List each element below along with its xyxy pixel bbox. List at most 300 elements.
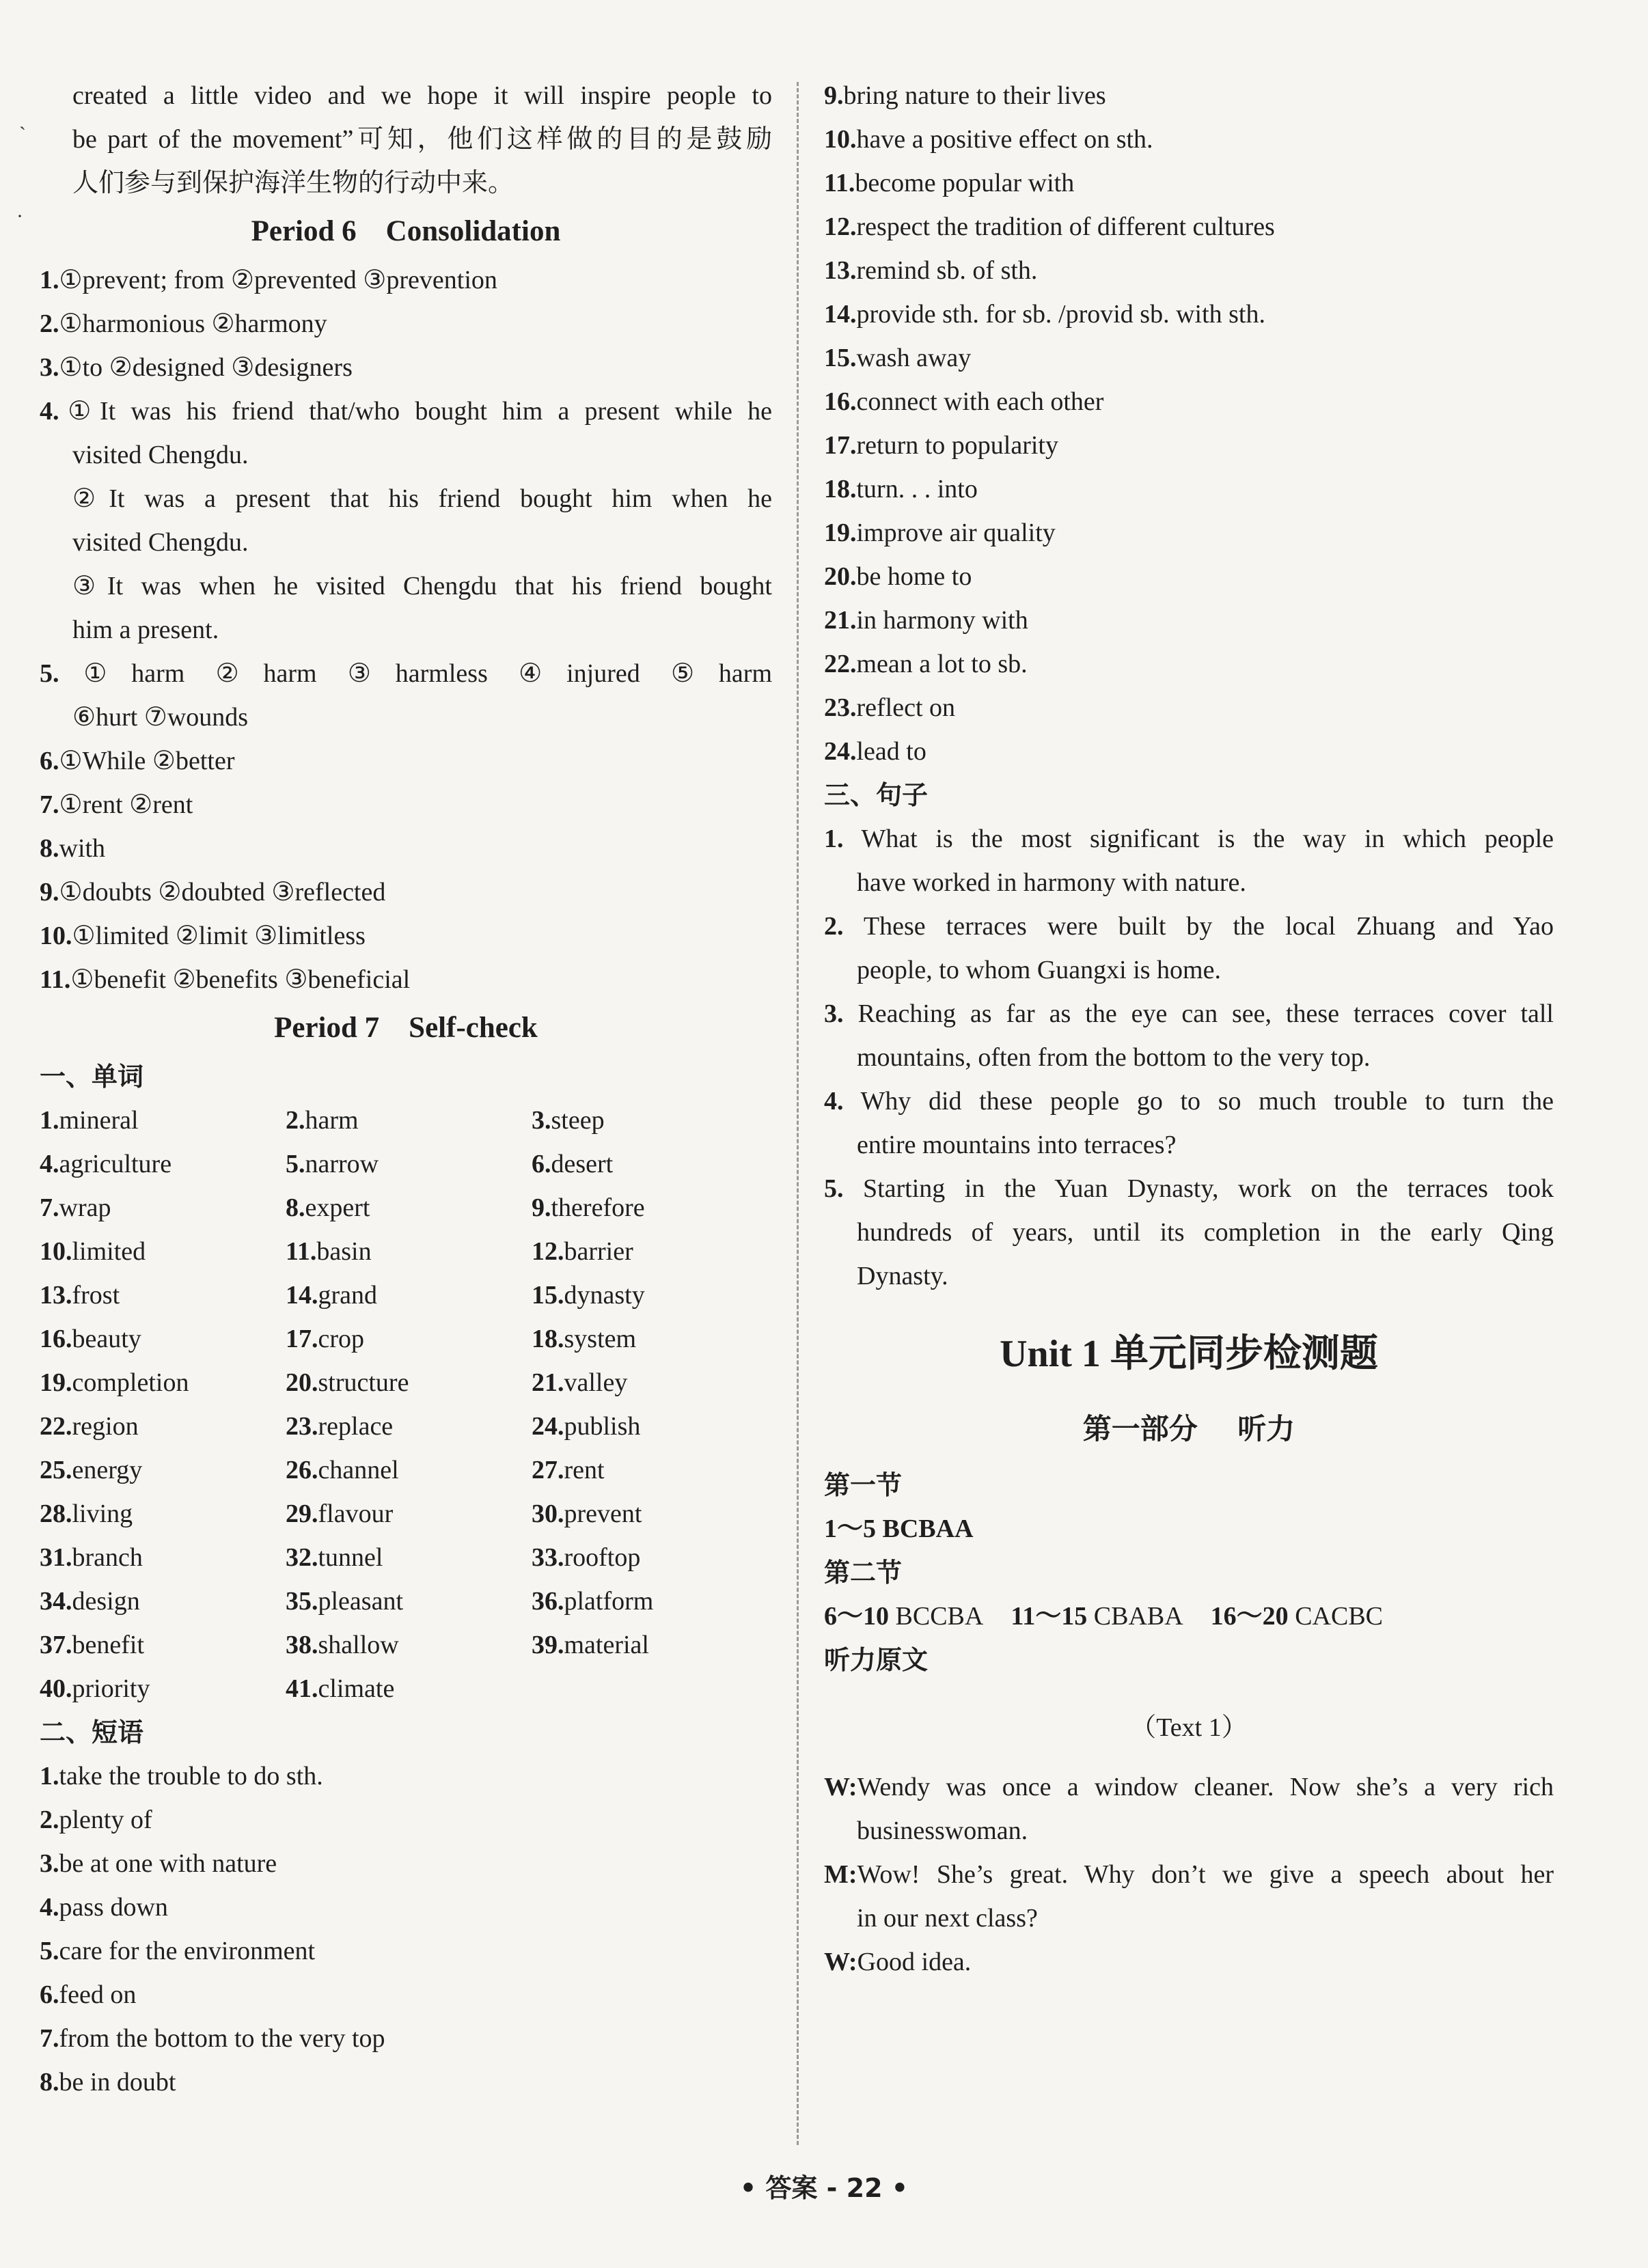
item-number: 1.	[40, 1106, 59, 1135]
intro-line: 人们参与到保护海洋生物的行动中来。	[72, 169, 514, 197]
item-number: 4.	[40, 1150, 59, 1178]
word-item	[40, 1098, 286, 1142]
answer-line	[40, 870, 772, 914]
item-text: priority	[72, 1674, 150, 1703]
answer-line	[40, 477, 772, 521]
item-number: 3.	[40, 353, 59, 382]
item-number: 39.	[532, 1631, 564, 1659]
item-text: provide sth. for sb. /provid sb. with sth.	[856, 300, 1265, 329]
item-text: system	[564, 1325, 637, 1353]
text-label: （Text 1）	[1130, 1713, 1248, 1742]
word-item	[286, 1623, 532, 1667]
item-text: grand	[318, 1281, 378, 1310]
item-text: ②It was a present that his friend bought him when he	[72, 484, 772, 513]
item-number: 35.	[286, 1587, 318, 1616]
answer-line	[40, 564, 772, 608]
item-text: Why did these people go to so much trouble to turn the	[843, 1087, 1554, 1116]
item-text: respect the tradition of different cultures	[856, 212, 1275, 241]
item-text: design	[72, 1587, 140, 1616]
item-text: agriculture	[59, 1150, 172, 1178]
item-number: 5.	[40, 659, 59, 688]
item-text: feed on	[59, 1980, 137, 2009]
period6-title: Period 6 Consolidation	[251, 215, 561, 247]
item-number: 16.	[824, 387, 857, 416]
word-item	[286, 1361, 532, 1405]
item-number: 4.	[40, 397, 59, 426]
item-text: care for the environment	[59, 1937, 316, 1965]
item-number: 10.	[824, 125, 857, 154]
word-item	[40, 1492, 286, 1536]
answer-range: 11～15	[1011, 1602, 1094, 1631]
item-text: him a present.	[72, 616, 219, 644]
item-number: 34.	[40, 1587, 72, 1616]
sentence-line	[824, 1079, 1554, 1123]
phrase-item	[824, 730, 1554, 773]
answer-line	[40, 958, 772, 1001]
word-item	[40, 1361, 286, 1405]
sentence-line	[824, 904, 1554, 948]
answer-letters: BCCBA	[895, 1602, 984, 1631]
item-text: crop	[318, 1325, 365, 1353]
item-number: 5.	[286, 1150, 305, 1178]
item-number: 32.	[286, 1543, 318, 1572]
item-number: 4.	[824, 1087, 844, 1116]
item-text: living	[72, 1499, 133, 1528]
item-number: 24.	[824, 737, 857, 766]
item-text: steep	[551, 1106, 605, 1135]
item-number: 1.	[40, 266, 59, 294]
item-text: ①harm ②harm ③harmless ④injured ⑤harm	[59, 659, 772, 688]
item-number: 12.	[532, 1237, 564, 1266]
dialog-text: Good idea.	[857, 1948, 972, 1976]
word-item	[286, 1667, 532, 1711]
item-number: 9.	[824, 81, 844, 110]
phrase-item	[40, 1754, 772, 1798]
phrase-item	[824, 467, 1554, 511]
item-number: 10.	[40, 922, 72, 950]
item-text: desert	[551, 1150, 614, 1178]
item-text: region	[72, 1412, 139, 1441]
item-number: 41.	[286, 1674, 318, 1703]
margin-mark: `	[19, 123, 26, 146]
item-number: 8.	[286, 1193, 305, 1222]
phrase-item	[824, 292, 1554, 336]
item-text: rent	[564, 1456, 605, 1484]
item-text: Dynasty.	[857, 1262, 948, 1290]
item-number: 19.	[40, 1368, 72, 1397]
sentence-line	[824, 992, 1554, 1036]
item-number: 3.	[40, 1849, 59, 1878]
item-text: platform	[564, 1587, 654, 1616]
word-item	[532, 1448, 772, 1492]
word-item	[40, 1317, 286, 1361]
answer-line	[40, 914, 772, 958]
sentences-heading: 三、句子	[824, 780, 929, 810]
item-text: connect with each other	[856, 387, 1104, 416]
item-text: people, to whom Guangxi is home.	[857, 956, 1221, 984]
item-text: from the bottom to the very top	[59, 2024, 385, 2053]
word-item	[286, 1230, 532, 1273]
answer-letters: CACBC	[1295, 1602, 1384, 1631]
item-number: 10.	[40, 1237, 72, 1266]
item-number: 28.	[40, 1499, 72, 1528]
item-text: lead to	[856, 737, 926, 766]
item-text: Reaching as far as the eye can see, these terraces cover tall	[843, 999, 1554, 1028]
section2-answers	[824, 1594, 1554, 1638]
item-text: ①harmonious ②harmony	[59, 309, 327, 338]
dialog-text: Wow! She’s great. Why don’t we give a speech about her	[857, 1860, 1554, 1889]
phrase-item	[40, 2060, 772, 2104]
item-text: be in doubt	[59, 2068, 176, 2097]
item-text: have a positive effect on sth.	[856, 125, 1153, 154]
item-text: therefore	[551, 1193, 645, 1222]
item-number: 27.	[532, 1456, 564, 1484]
item-text: ①While ②better	[59, 747, 235, 775]
item-text: ①doubts ②doubted ③reflected	[59, 878, 386, 907]
phrase-item	[824, 511, 1554, 555]
item-text: be home to	[856, 562, 972, 591]
section1-label: 第一节	[824, 1470, 903, 1500]
item-number: 2.	[286, 1106, 305, 1135]
item-text: channel	[318, 1456, 399, 1484]
item-number: 25.	[40, 1456, 72, 1484]
answer-line	[40, 827, 772, 870]
item-number: 24.	[532, 1412, 564, 1441]
item-text: wash away	[856, 344, 972, 372]
word-item	[532, 1492, 772, 1536]
dialog-text: in our next class?	[857, 1904, 1038, 1933]
phrase-item	[824, 161, 1554, 205]
item-number: 7.	[40, 1193, 59, 1222]
item-number: 3.	[532, 1106, 551, 1135]
answer-range: 16～20	[1210, 1602, 1295, 1631]
dialog-line	[824, 1940, 1554, 1984]
page-footer: • 答案 - 22 •	[739, 2173, 909, 2203]
item-text: tunnel	[318, 1543, 383, 1572]
item-text: dynasty	[564, 1281, 645, 1310]
item-text: flavour	[318, 1499, 394, 1528]
item-number: 18.	[532, 1325, 564, 1353]
phrase-item	[824, 74, 1554, 117]
sentence-line	[824, 1254, 1554, 1298]
phrase-item	[824, 336, 1554, 380]
item-number: 22.	[824, 650, 857, 678]
period6-list	[40, 258, 772, 1001]
item-text: replace	[318, 1412, 394, 1441]
left-column	[40, 74, 772, 2104]
item-text: narrow	[305, 1150, 379, 1178]
item-text: completion	[72, 1368, 189, 1397]
item-number: 37.	[40, 1631, 72, 1659]
dialog-line	[824, 1896, 1554, 1940]
part-title: 第一部分 听力	[1082, 1412, 1295, 1446]
phrase-item	[824, 205, 1554, 249]
word-item	[40, 1142, 286, 1186]
item-text: bring nature to their lives	[843, 81, 1106, 110]
sentence-line	[824, 1036, 1554, 1079]
item-text: reflect on	[856, 693, 956, 722]
item-text: visited Chengdu.	[72, 528, 249, 557]
word-item	[40, 1405, 286, 1448]
item-text: pleasant	[318, 1587, 404, 1616]
item-number: 15.	[532, 1281, 564, 1310]
item-text: mountains, often from the bottom to the very top.	[857, 1043, 1371, 1072]
item-number: 11.	[824, 169, 855, 197]
sentences-list	[824, 817, 1554, 1298]
item-number: 33.	[532, 1543, 564, 1572]
item-text: energy	[72, 1456, 143, 1484]
item-text: These terraces were built by the local Zhuang and Yao	[843, 912, 1554, 941]
sentence-line	[824, 1123, 1554, 1167]
section2-label: 第二节	[824, 1558, 903, 1588]
word-item	[286, 1273, 532, 1317]
word-item	[532, 1142, 772, 1186]
item-text: take the trouble to do sth.	[59, 1762, 323, 1790]
item-number: 1.	[824, 825, 844, 853]
item-number: 26.	[286, 1456, 318, 1484]
word-item	[532, 1536, 772, 1579]
item-text: ①to ②designed ③designers	[59, 353, 353, 382]
phrase-item	[824, 424, 1554, 467]
item-number: 17.	[824, 431, 857, 460]
item-text: publish	[564, 1412, 641, 1441]
item-number: 14.	[286, 1281, 318, 1310]
phrase-item	[40, 1842, 772, 1885]
period7-title: Period 7 Self-check	[274, 1012, 538, 1044]
answer-line	[40, 389, 772, 433]
words-heading: 一、单词	[40, 1062, 144, 1092]
item-text: visited Chengdu.	[72, 441, 249, 469]
item-text: harm	[305, 1106, 359, 1135]
dialog-line	[824, 1765, 1554, 1809]
word-item	[286, 1579, 532, 1623]
phrase-item	[824, 249, 1554, 292]
item-number: 1.	[40, 1762, 59, 1790]
right-column	[824, 74, 1554, 1984]
item-text: barrier	[564, 1237, 633, 1266]
phrase-item	[824, 642, 1554, 686]
item-text: pass down	[59, 1893, 168, 1922]
item-text: basin	[316, 1237, 372, 1266]
sentence-line	[824, 817, 1554, 861]
answer-line	[40, 302, 772, 346]
item-number: 3.	[824, 999, 844, 1028]
item-number: 11.	[40, 965, 71, 994]
phrase-item	[824, 598, 1554, 642]
item-text: wrap	[59, 1193, 111, 1222]
column-divider	[797, 82, 799, 2145]
item-text: ⑥hurt ⑦wounds	[72, 703, 249, 732]
sentence-line	[824, 1211, 1554, 1254]
item-number: 5.	[824, 1174, 844, 1203]
dialog-line	[824, 1809, 1554, 1853]
word-item	[40, 1448, 286, 1492]
item-text: remind sb. of sth.	[856, 256, 1038, 285]
item-text: beauty	[72, 1325, 141, 1353]
transcript-label: 听力原文	[824, 1645, 929, 1675]
answer-line	[40, 258, 772, 302]
item-number: 7.	[40, 2024, 59, 2053]
intro-paragraph	[40, 74, 772, 205]
word-item	[532, 1623, 772, 1667]
words-grid	[40, 1098, 772, 1711]
answer-line	[40, 433, 772, 477]
item-number: 11.	[286, 1237, 317, 1266]
item-text: valley	[564, 1368, 628, 1397]
item-text: structure	[318, 1368, 409, 1397]
dialog-text: businesswoman.	[857, 1816, 1028, 1845]
item-text: ①rent ②rent	[59, 790, 193, 819]
phrase-item	[40, 1929, 772, 1973]
item-text: expert	[305, 1193, 370, 1222]
sentence-line	[824, 861, 1554, 904]
item-text: mean a lot to sb.	[856, 650, 1028, 678]
item-text: What is the most significant is the way in which people	[843, 825, 1554, 853]
item-number: 19.	[824, 518, 857, 547]
item-text: entire mountains into terraces?	[857, 1131, 1177, 1159]
intro-line: created a little video and we hope it will inspire people to	[72, 81, 772, 110]
item-text: material	[564, 1631, 649, 1659]
phrases-list-left	[40, 1754, 772, 2104]
word-item	[532, 1405, 772, 1448]
item-text: ①prevent; from ②prevented ③prevention	[59, 266, 497, 294]
item-text: shallow	[318, 1631, 399, 1659]
word-item	[40, 1623, 286, 1667]
item-text: rooftop	[564, 1543, 641, 1572]
answer-line	[40, 521, 772, 564]
word-item	[40, 1273, 286, 1317]
dialog-line	[824, 1853, 1554, 1896]
item-number: 16.	[40, 1325, 72, 1353]
word-item	[532, 1273, 772, 1317]
item-text: hundreds of years, until its completion in the early Qing	[857, 1218, 1554, 1247]
speaker: W:	[824, 1948, 857, 1976]
phrases-heading: 二、短语	[40, 1717, 144, 1747]
item-number: 29.	[286, 1499, 318, 1528]
item-number: 4.	[40, 1893, 59, 1922]
item-number: 6.	[40, 1980, 59, 2009]
phrase-item	[40, 1798, 772, 1842]
answer-line	[40, 346, 772, 389]
item-number: 17.	[286, 1325, 318, 1353]
word-item	[286, 1186, 532, 1230]
item-number: 20.	[824, 562, 857, 591]
item-text: climate	[318, 1674, 395, 1703]
item-text: have worked in harmony with nature.	[857, 868, 1246, 897]
item-number: 14.	[824, 300, 857, 329]
item-number: 2.	[40, 309, 59, 338]
phrase-item	[40, 1885, 772, 1929]
speaker: W:	[824, 1773, 857, 1801]
answer-line	[40, 783, 772, 827]
word-item	[286, 1142, 532, 1186]
word-item	[532, 1098, 772, 1142]
item-number: 8.	[40, 834, 59, 863]
item-text: become popular with	[855, 169, 1075, 197]
item-number: 6.	[532, 1150, 551, 1178]
item-text: benefit	[72, 1631, 145, 1659]
answer-group	[1211, 1602, 1383, 1631]
word-item	[286, 1536, 532, 1579]
sentence-line	[824, 1167, 1554, 1211]
answer-group	[824, 1602, 983, 1631]
phrase-item	[824, 380, 1554, 424]
item-text: plenty of	[59, 1806, 152, 1834]
unit-title	[824, 1313, 1554, 1395]
item-number: 40.	[40, 1674, 72, 1703]
item-text: ①It was his friend that/who bought him a present while he	[59, 397, 772, 426]
item-text: limited	[72, 1237, 146, 1266]
item-number: 38.	[286, 1631, 318, 1659]
dialog	[824, 1765, 1554, 1984]
word-item	[40, 1186, 286, 1230]
phrase-item	[824, 117, 1554, 161]
word-item	[286, 1448, 532, 1492]
item-number: 20.	[286, 1368, 318, 1397]
item-text: be at one with nature	[59, 1849, 277, 1878]
answer-letters: CBABA	[1093, 1602, 1183, 1631]
item-text: Starting in the Yuan Dynasty, work on the terraces took	[843, 1174, 1554, 1203]
unit-title-en: Unit 1	[1000, 1333, 1101, 1375]
answer-line	[40, 608, 772, 652]
item-number: 9.	[40, 878, 59, 907]
item-number: 7.	[40, 790, 59, 819]
item-text: improve air quality	[856, 518, 1056, 547]
item-text: mineral	[59, 1106, 139, 1135]
item-number: 21.	[824, 606, 857, 635]
item-number: 31.	[40, 1543, 72, 1572]
margin-mark-dot: ·	[16, 205, 23, 227]
word-item	[532, 1230, 772, 1273]
answer-line	[40, 695, 772, 739]
item-number: 2.	[40, 1806, 59, 1834]
word-item	[286, 1098, 532, 1142]
item-text: turn. . . into	[856, 475, 978, 503]
intro-line: be part of the movement”可知，他们这样做的目的是鼓励	[72, 125, 772, 154]
word-item	[286, 1492, 532, 1536]
item-number: 6.	[40, 747, 59, 775]
sentence-line	[824, 948, 1554, 992]
word-item	[532, 1317, 772, 1361]
item-number: 22.	[40, 1412, 72, 1441]
item-number: 5.	[40, 1937, 59, 1965]
item-number: 13.	[40, 1281, 72, 1310]
word-item	[40, 1536, 286, 1579]
item-text: return to popularity	[856, 431, 1058, 460]
phrases-list-right	[824, 74, 1554, 773]
phrase-item	[40, 2017, 772, 2060]
section1-answers: 1～5 BCBAA	[824, 1515, 974, 1543]
answer-group	[1011, 1602, 1183, 1631]
item-number: 8.	[40, 2068, 59, 2097]
word-item	[532, 1361, 772, 1405]
word-item	[286, 1317, 532, 1361]
item-text: with	[59, 834, 106, 863]
answer-range: 6～10	[824, 1602, 896, 1631]
item-number: 9.	[532, 1193, 551, 1222]
item-number: 23.	[286, 1412, 318, 1441]
item-number: 30.	[532, 1499, 564, 1528]
unit-title-cn: 单元同步检测题	[1110, 1331, 1378, 1376]
item-number: 21.	[532, 1368, 564, 1397]
item-text: frost	[72, 1281, 120, 1310]
word-item	[532, 1186, 772, 1230]
item-number: 2.	[824, 912, 844, 941]
item-number: 12.	[824, 212, 857, 241]
item-number: 15.	[824, 344, 857, 372]
word-item	[532, 1579, 772, 1623]
dialog-text: Wendy was once a window cleaner. Now she’s a very rich	[857, 1773, 1554, 1801]
